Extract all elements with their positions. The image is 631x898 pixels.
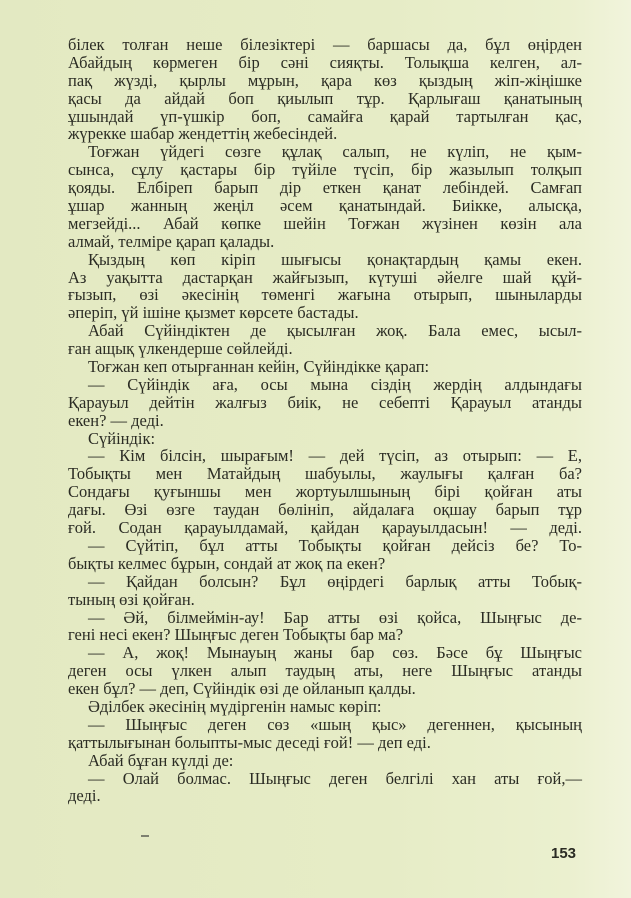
text-line: пақ жүзді, қырлы мұрын, қара көз қыздың жіп-жіңішке xyxy=(68,70,582,90)
text-line: — Олай болмас. Шыңғыс деген белгілі хан аты ғой,— xyxy=(88,768,582,788)
text-line: деген осы үлкен алып таудың аты, неге Шыңғыс атанды xyxy=(68,661,582,681)
text-line: — А, жоқ! Мынауың жаны бар сөз. Бәсе бұ Шыңғыс xyxy=(88,643,582,663)
text-line: дағы. Өзі өзге таудан бөлініп, айдалаға оқшау барып тұр xyxy=(68,500,582,520)
text-line: — Қайдан болсын? Бұл өңірдегі барлық атты Тобық- xyxy=(88,571,582,591)
text-line: ғызып, өзі әкесінің төменгі жағына отырып, шыныларды xyxy=(68,285,582,305)
book-page-text xyxy=(68,36,582,805)
text-line: ұшындай үп-үшкір боп, самайға қарай тартылған қас, xyxy=(68,106,582,126)
text-line: әперіп, үй ішіне қызмет көрсете бастады. xyxy=(68,303,359,323)
text-line: Әділбек әкесінің мүдіргенін намыс көріп: xyxy=(88,696,382,716)
text-line: Аз уақытта дастарқан жайғызып, күтуші әйелге шай құй- xyxy=(68,267,582,287)
text-line: тының өзі қойған. xyxy=(68,589,195,609)
text-line: Абай Сүйіндіктен де қысылған жоқ. Бала емес, ысыл- xyxy=(88,321,582,341)
page-number: 153 xyxy=(551,845,577,862)
text-line: гені несі екен? Шыңғыс деген Тобықты бар ма? xyxy=(68,625,404,645)
text-line: Қыздың көп кіріп шығысы қонақтардың қамы екен. xyxy=(88,249,582,269)
text-line: ұшар жанның жеңіл әсем қанатындай. Биікке, алысқа, xyxy=(68,196,582,216)
text-line: ғой. Содан қарауылдамай, қайдан қарауылдасын! — деді. xyxy=(68,518,582,538)
text-line: Тоғжан кеп отырғаннан кейін, Сүйіндікке қарап: xyxy=(88,357,430,377)
text-line: ған ащық үлкендерше сөйлейді. xyxy=(68,339,293,359)
text-line: — Сүйтіп, бұл атты Тобықты қойған дейсіз бе? То- xyxy=(88,535,582,555)
text-line: білек толған неше білезіктері — баршасы да, бұл өңірден xyxy=(68,35,582,54)
text-line: Сүйіндік: xyxy=(88,428,156,448)
text-line: деді. xyxy=(68,786,101,806)
text-line: — Сүйіндік аға, осы мына сіздің жердің алдындағы xyxy=(88,374,582,394)
text-line: Абайдың көрмеген бір сәні сияқты. Толықша келген, ал- xyxy=(68,52,582,72)
text-line: сынса, сұлу қастары бір түйіле түсіп, бір жазылып толқып xyxy=(68,160,582,180)
text-line: қояды. Елбіреп барып дір еткен қанат лебіндей. Самғап xyxy=(68,178,582,198)
text-line: Қарауыл дейтін жалғыз биік, не себепті Қарауыл атанды xyxy=(68,392,582,412)
text-line: мегзейді... Абай көпке шейін Тоғжан жүзінен көзін ала xyxy=(68,213,582,233)
text-line: — Әй, білмеймін-ау! Бар атты өзі қойса, Шыңғыс де- xyxy=(88,607,582,627)
text-line: Абай бұған күлді де: xyxy=(88,750,234,770)
print-speck xyxy=(141,835,149,837)
text-line: қаттылығынан болыпты-мыс деседі ғой! — деп еді. xyxy=(68,732,431,752)
text-line: жүрекке шабар жендеттің жебесіндей. xyxy=(68,124,338,144)
text-line: екен бұл? — деп, Сүйіндік өзі де ойланып қалды. xyxy=(68,679,416,699)
text-line: екен? — деді. xyxy=(68,410,164,430)
text-line: бықты келмес бұрын, сондай ат жоқ па екен? xyxy=(68,553,386,573)
text-line: қасы да айдай боп қиылып тұр. Қарлығаш қанатының xyxy=(68,88,582,108)
text-line: Тобықты мен Матайдың шабуылы, жаулығы қалған ба? xyxy=(68,464,582,484)
text-line: алмай, телміре қарап қалады. xyxy=(68,231,275,251)
text-line: Сондағы қуғыншы мен жортуылшының бірі қойған аты xyxy=(68,482,582,502)
text-line: — Кім білсін, шырағым! — дей түсіп, аз отырып: — Е, xyxy=(88,446,582,466)
text-line: Тоғжан үйдегі сөзге құлақ салып, не күліп, не қым- xyxy=(88,142,582,162)
text-line: — Шыңғыс деген сөз «шың қыс» дегеннен, қысының xyxy=(88,714,582,734)
